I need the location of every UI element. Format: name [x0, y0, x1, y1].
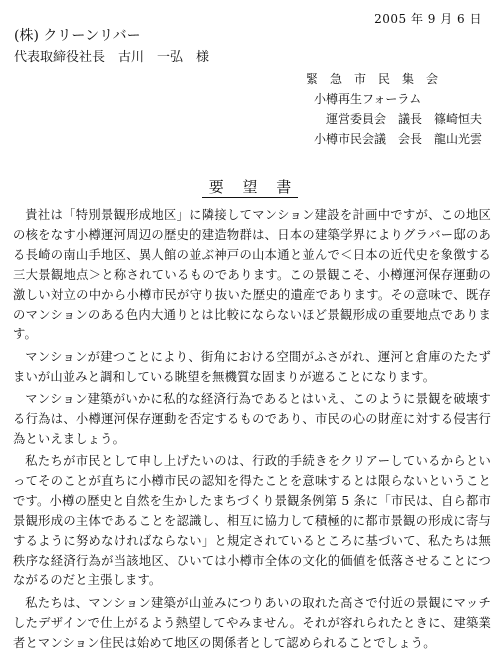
body-paragraph: マンション建築がいかに私的な経済行為であるとはいえ、このように景観を破壊する行為は、小樽運河保存運動を否定するものであり、市民の心の財産に対する侵害行為といえましょう。	[13, 391, 491, 446]
addressee-block	[14, 26, 209, 68]
addressee-company: (株) クリーンリバー	[14, 28, 141, 44]
sender-forum-chair: 運営委員会 議長 篠崎恒夫	[326, 112, 483, 126]
body-paragraph: 私たちは、マンション建築が山並みにつりあいの取れた高さで付近の景観にマッチしたデザインで仕上がるよう熱望してやみません。それが容れられたときに、建築業者とマンション住民は始めて地区の関係者として認められることでしょう。	[13, 595, 491, 650]
document-title	[0, 176, 500, 197]
sender-council-chair: 小樽市民会議 会長 龍山光雲	[314, 132, 483, 146]
sender-meeting-name: 緊 急 市 民 集 会	[306, 72, 439, 86]
addressee-person: 代表取締役社長 古川 一弘 様	[14, 50, 210, 65]
body-paragraph: マンションが建つことにより、街角における空間がふさがれ、運河と倉庫のたたずまいが山並みと調和している眺望を無機質な固まりが遮ることになります。	[13, 349, 491, 384]
document-date: 2005 年 9 月 6 日	[374, 12, 482, 26]
body-paragraph: 貴社は「特別景観形成地区」に隣接してマンション建設を計画中ですが、この地区の核をなす小樽運河周辺の歴史的建造物群は、日本の建築学界によりグラバー邸のある長崎の南山手地区、異人館の並ぶ神戸の山本通と並んで＜日本の近代史を象徴する三大景観地点＞と称されているものであります。この景観こそ、小樽運河保存運動の激しい対立の中から小樽市民が守り抜いた歴史的遺産であります。その意味で、既存のマンションのある色内大通りとは比較にならないほど景観形成の重要地点であります。	[13, 208, 491, 342]
body-paragraph: 私たちが市民として申し上げたいのは、行政的手続きをクリアーしているからといってそのことが直ちに小樽市民の認知を得たことを意味するとは限らないということです。小樽の歴史と自然を生かしたまちづくり景観条例第 5 条に「市民は、自ら都市景観形成の主体であることを認識し、相互に協力して積極的に都市景観の形成に寄与するように努めなければならない」と規定されているところに基づいて、私たちは無秩序な経済行為が当該地区、ひいては小樽市全体の文化的価値を低落させることにつながるのだと主張します。	[13, 454, 491, 588]
sender-forum-name: 小樽再生フォーラム	[314, 92, 422, 106]
document-title-text: 要 望 書	[202, 178, 299, 198]
document-body	[13, 206, 491, 656]
